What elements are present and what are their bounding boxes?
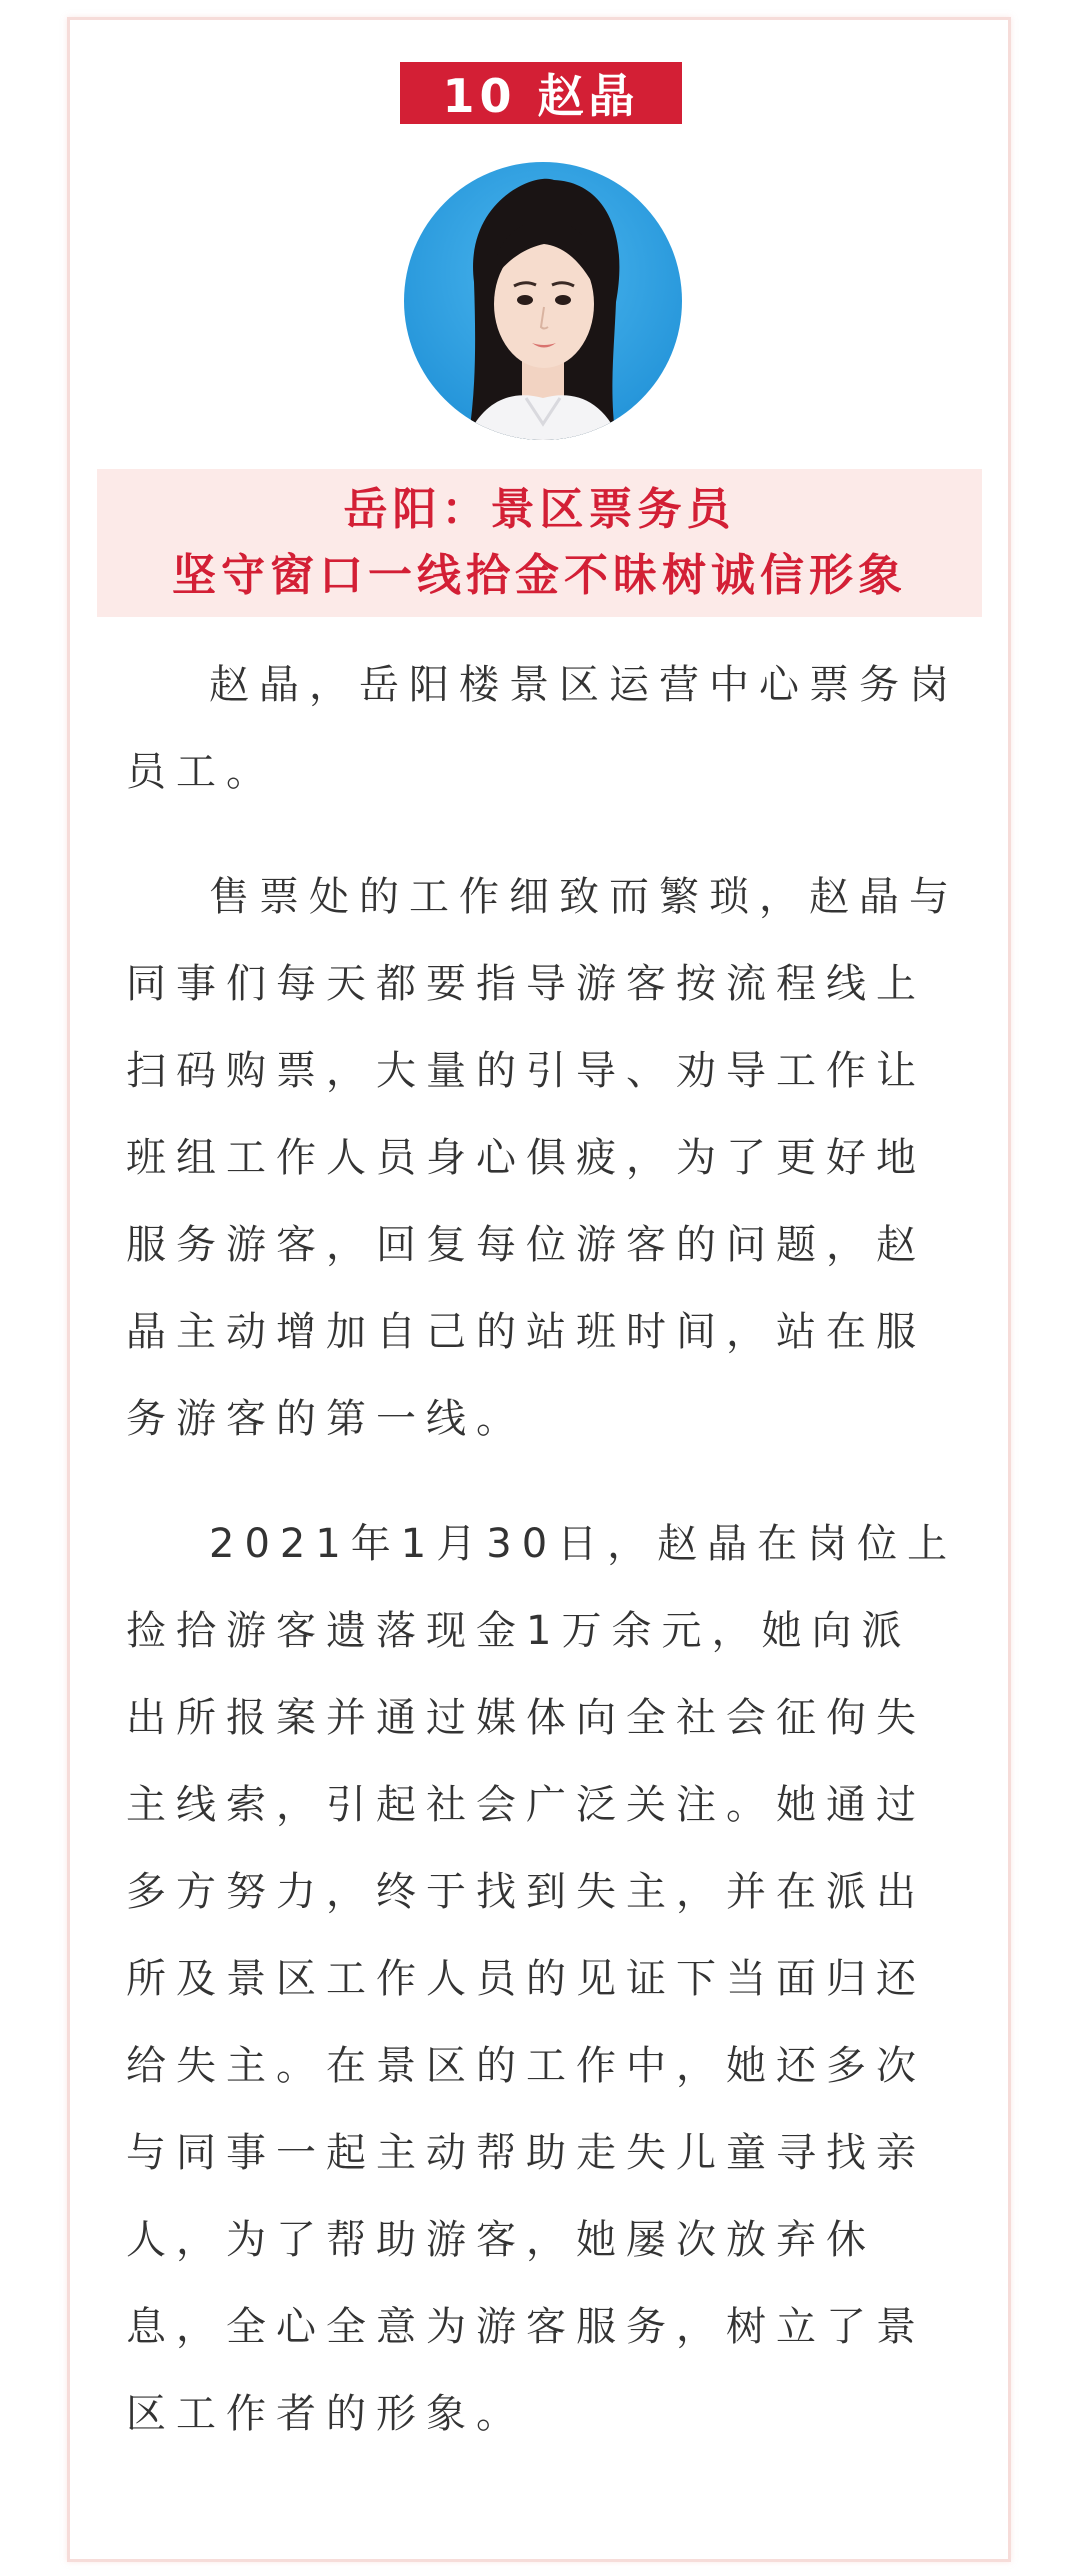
headline-subtitle: 坚守窗口一线拾金不昧树诚信形象 xyxy=(172,550,907,601)
paragraph-deeds: 2021年1月30日，赵晶在岗位上捡拾游客遗落现金1万余元，她向派出所报案并通过媒体向全社会征佝失主线索，引起社会广泛关注。她通过多方努力，终于找到失主，并在派出所及景区工作人员的见证下当面归还给失主。在景区的工作中，她还多次与同事一起主动帮助走失儿童寻找亲人，为了帮助游客，她屡次放弃休息，全心全意为游客服务，树立了景区工作者的形象。 xyxy=(126,1521,958,2437)
paragraph-work-description: 售票处的工作细致而繁琐，赵晶与同事们每天都要指导游客按流程线上扫码购票，大量的引导、劝导工作让班组工作人员身心俱疲，为了更好地服务游客，回复每位游客的问题，赵晶主动增加自己的站班时间，站在服务游客的第一线。 xyxy=(126,874,959,1442)
article-body xyxy=(126,642,960,2496)
name-tag: 10 赵晶 xyxy=(400,62,682,124)
headline-title: 岳阳：景区票务员 xyxy=(343,484,736,535)
headline-box xyxy=(97,469,982,617)
portrait-photo xyxy=(404,162,682,440)
paragraph-intro: 赵晶，岳阳楼景区运营中心票务岗员工。 xyxy=(126,662,959,795)
avatar xyxy=(404,162,682,440)
